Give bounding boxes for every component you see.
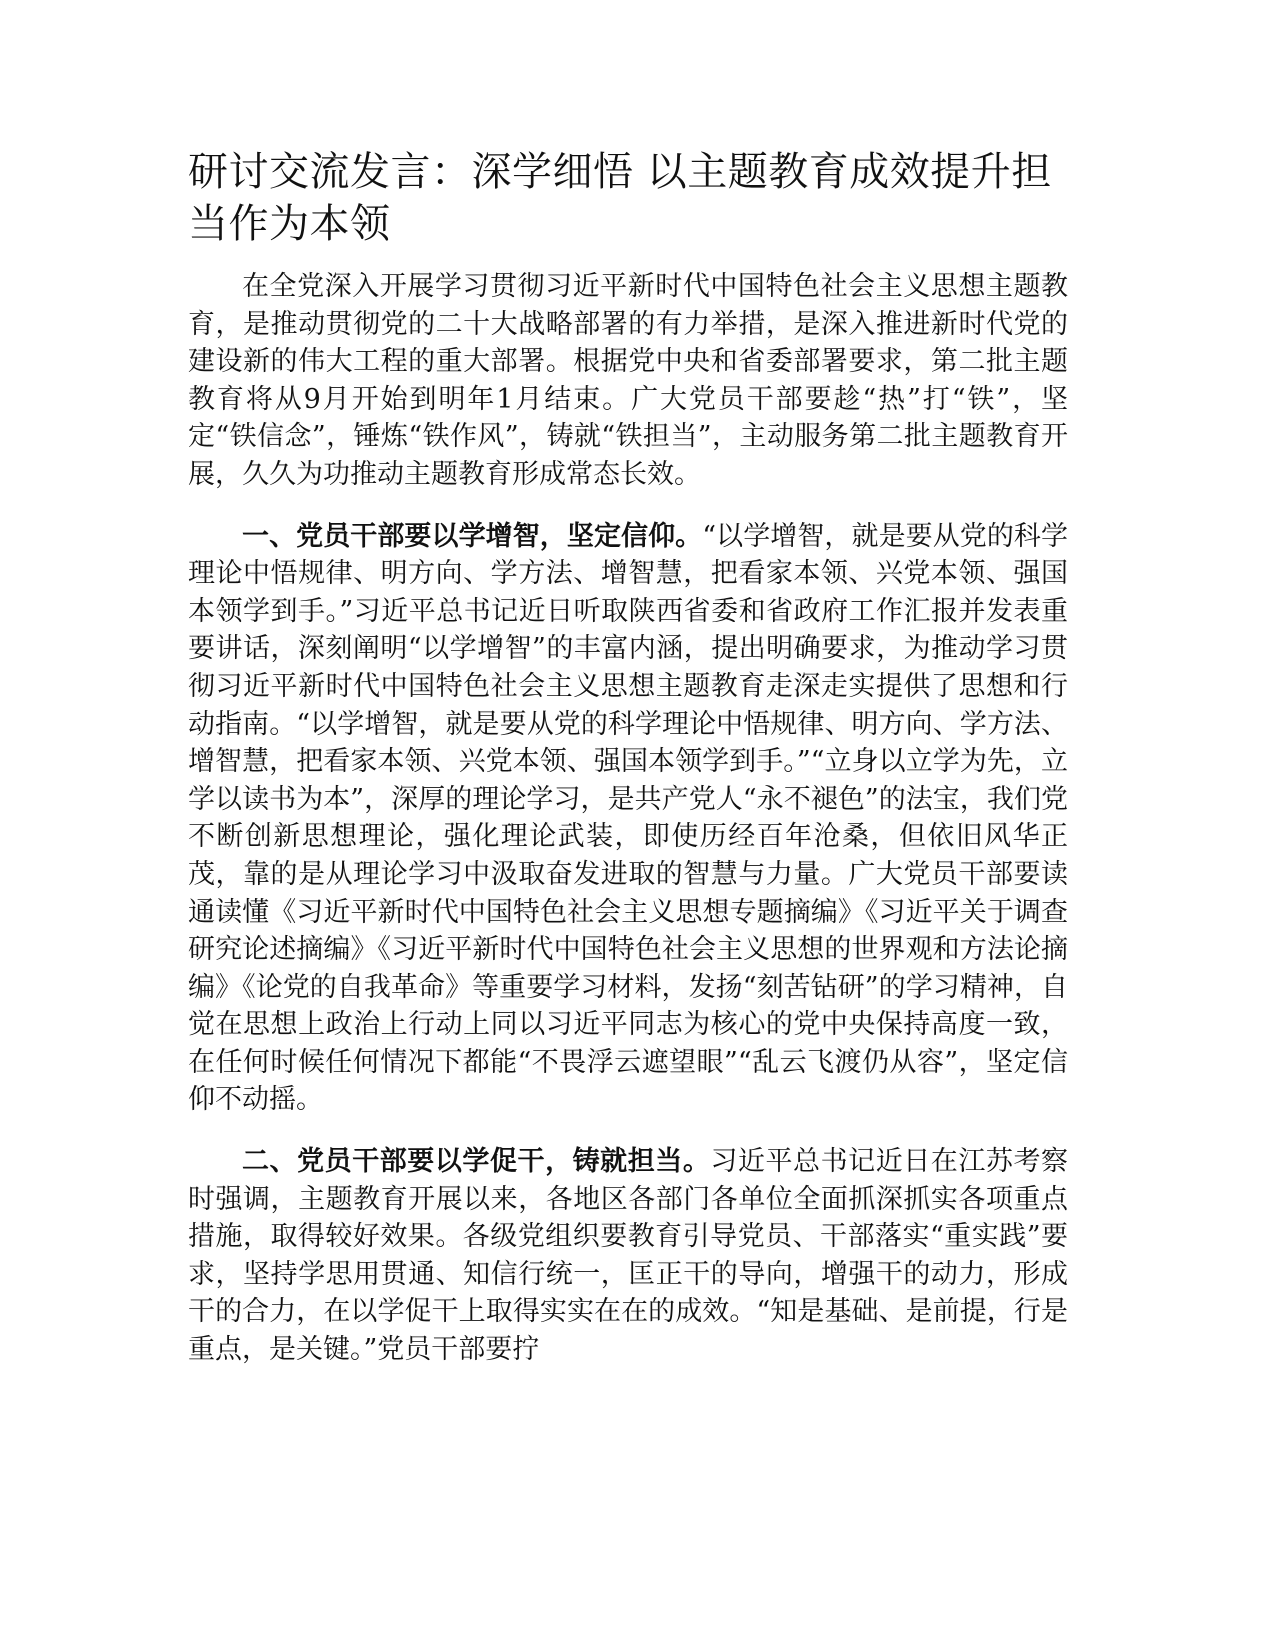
section-2-heading: 二、党员干部要以学促干，铸就担当。 <box>242 1146 711 1178</box>
paragraph-section-1 <box>188 518 1068 1120</box>
section-2-text: 习近平总书记近日在江苏考察时强调，主题教育开展以来，各地区各部门各单位全面抓深抓实各项重点措施，取得较好效果。各级党组织要教育引导党员、干部落实“重实践”要求，坚持学思用贯通、知信行统一，匡正干的导向，增强干的动力，形成干的合力，在以学促干上取得实实在在的成效。“知是基础、是前提，行是重点，是关键。”党员干部要拧 <box>188 1146 1069 1366</box>
document-body <box>188 146 1068 1393</box>
paragraph-intro <box>188 268 1068 494</box>
paragraph-section-2 <box>188 1143 1068 1369</box>
section-1-heading: 一、党员干部要以学增智，坚定信仰。 <box>242 520 703 552</box>
section-1-text: “以学增智，就是要从党的科学理论中悟规律、明方向、学方法、增智慧，把看家本领、兴党本领、强国本领学到手。”习近平总书记近日听取陕西省委和省政府工作汇报并发表重要讲话，深刻阐明“以学增智”的丰富内涵，提出明确要求，为推动学习贯彻习近平新时代中国特色社会主义思想主题教育走深走实提供了思想和行动指南。“以学增智，就是要从党的科学理论中悟规律、明方向、学方法、增智慧，把看家本领、兴党本领、强国本领学到手。”“立身以立学为先，立学以读书为本”，深厚的理论学习，是共产党人“永不褪色”的法宝，我们党不断创新思想理论，强化理论武装，即使历经百年沧桑，但依旧风华正茂，靠的是从理论学习中汲取奋发进取的智慧与力量。广大党员干部要读通读懂《习近平新时代中国特色社会主义思想专题摘编》《习近平关于调查研究论述摘编》《习近平新时代中国特色社会主义思想的世界观和方法论摘编》《论党的自我革命》等重要学习材料，发扬“刻苦钻研”的学习精神，自觉在思想上政治上行动上同以习近平同志为核心的党中央保持高度一致，在任何时候任何情况下都能“不畏浮云遮望眼”“乱云飞渡仍从容”，坚定信仰不动摇。 <box>188 520 1069 1116</box>
paragraph-text: 在全党深入开展学习贯彻习近平新时代中国特色社会主义思想主题教育，是推动贯彻党的二十大战略部署的有力举措，是深入推进新时代党的建设新的伟大工程的重大部署。根据党中央和省委部署要求，第二批主题教育将从9月开始到明年1月结束。广大党员干部要趁“热”打“铁”，坚定“铁信念”，锤炼“铁作风”，铸就“铁担当”，主动服务第二批主题教育开展，久久为功推动主题教育形成常态长效。 <box>188 271 1068 490</box>
document-title: 研讨交流发言：深学细悟 以主题教育成效提升担当作为本领 <box>188 149 1052 247</box>
